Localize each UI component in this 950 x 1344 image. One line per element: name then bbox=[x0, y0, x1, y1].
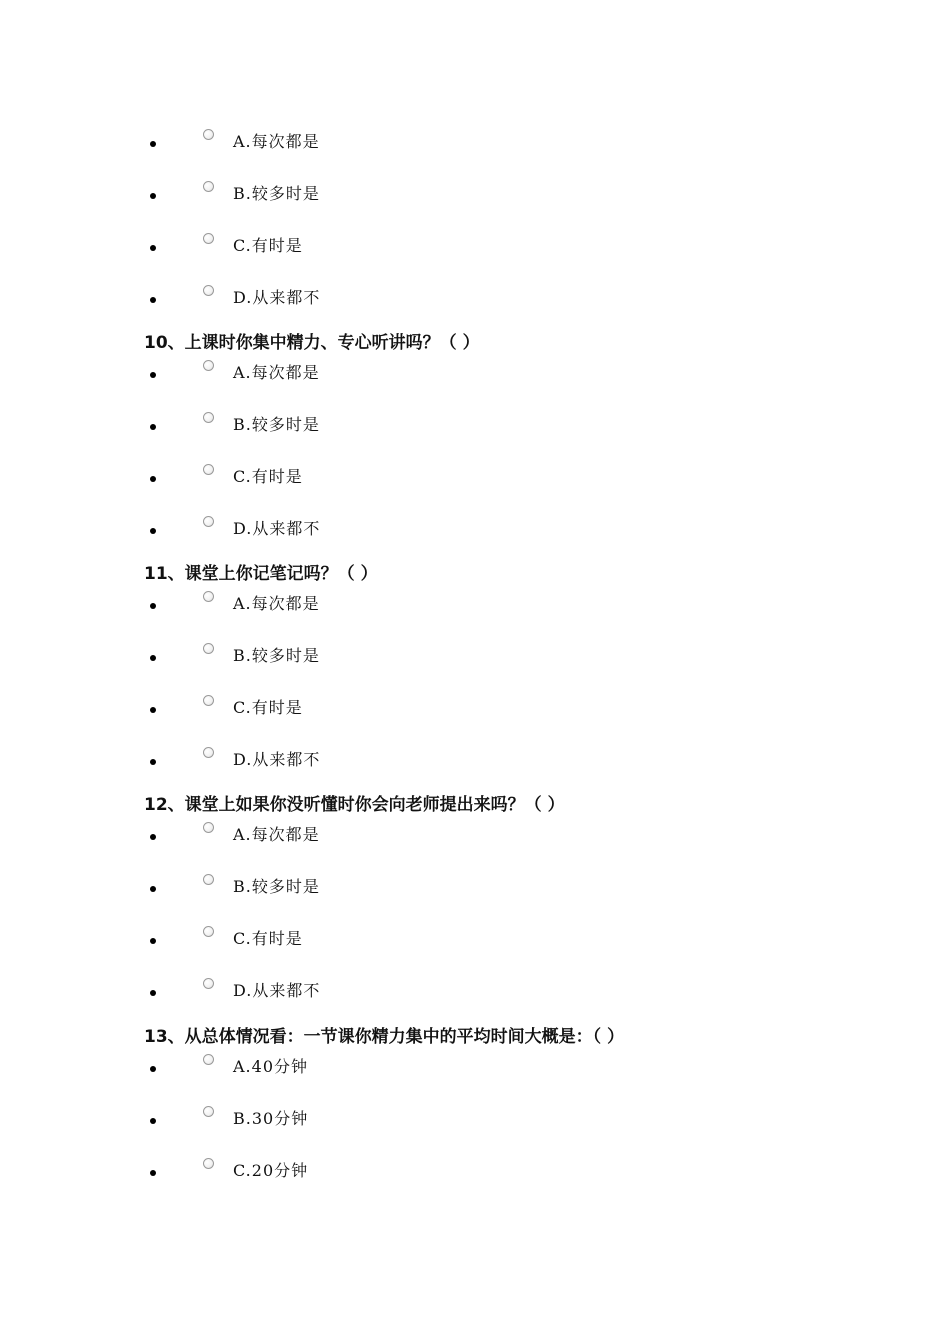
option-label[interactable]: A.每次都是 bbox=[233, 363, 320, 382]
bullet-icon bbox=[150, 193, 156, 199]
option-label[interactable]: D.从来都不 bbox=[233, 981, 321, 1000]
option-label[interactable]: B.较多时是 bbox=[233, 184, 320, 203]
radio-button[interactable] bbox=[203, 464, 214, 475]
radio-button[interactable] bbox=[203, 978, 214, 989]
bullet-icon bbox=[150, 141, 156, 147]
option-label[interactable]: C.20分钟 bbox=[233, 1161, 309, 1180]
option-label[interactable]: D.从来都不 bbox=[233, 288, 321, 307]
radio-button[interactable] bbox=[203, 926, 214, 937]
bullet-icon bbox=[150, 297, 156, 303]
bullet-icon bbox=[150, 655, 156, 661]
bullet-icon bbox=[150, 886, 156, 892]
option-label[interactable]: D.从来都不 bbox=[233, 750, 321, 769]
option-label[interactable]: D.从来都不 bbox=[233, 519, 321, 538]
bullet-icon bbox=[150, 707, 156, 713]
option-label[interactable]: C.有时是 bbox=[233, 236, 303, 255]
radio-button[interactable] bbox=[203, 516, 214, 527]
bullet-icon bbox=[150, 759, 156, 765]
bullet-icon bbox=[150, 372, 156, 378]
radio-button[interactable] bbox=[203, 591, 214, 602]
radio-button[interactable] bbox=[203, 1158, 214, 1169]
option-label[interactable]: B.较多时是 bbox=[233, 877, 320, 896]
option-label[interactable]: A.每次都是 bbox=[233, 594, 320, 613]
bullet-icon bbox=[150, 245, 156, 251]
option-label[interactable]: B.30分钟 bbox=[233, 1109, 309, 1128]
bullet-icon bbox=[150, 990, 156, 996]
option-label[interactable]: B.较多时是 bbox=[233, 646, 320, 665]
bullet-icon bbox=[150, 603, 156, 609]
bullet-icon bbox=[150, 476, 156, 482]
question-text: 10、上课时你集中精力、专心听讲吗？（ ） bbox=[144, 333, 480, 353]
radio-button[interactable] bbox=[203, 285, 214, 296]
radio-button[interactable] bbox=[203, 747, 214, 758]
radio-button[interactable] bbox=[203, 874, 214, 885]
option-label[interactable]: A.每次都是 bbox=[233, 825, 320, 844]
option-label[interactable]: A.每次都是 bbox=[233, 132, 320, 151]
radio-button[interactable] bbox=[203, 1106, 214, 1117]
radio-button[interactable] bbox=[203, 1054, 214, 1065]
radio-button[interactable] bbox=[203, 233, 214, 244]
question-text: 13、从总体情况看：一节课你精力集中的平均时间大概是：（ ） bbox=[144, 1027, 625, 1047]
bullet-icon bbox=[150, 1118, 156, 1124]
radio-button[interactable] bbox=[203, 360, 214, 371]
bullet-icon bbox=[150, 834, 156, 840]
radio-button[interactable] bbox=[203, 643, 214, 654]
bullet-icon bbox=[150, 1066, 156, 1072]
radio-button[interactable] bbox=[203, 695, 214, 706]
radio-button[interactable] bbox=[203, 181, 214, 192]
option-label[interactable]: B.较多时是 bbox=[233, 415, 320, 434]
radio-button[interactable] bbox=[203, 129, 214, 140]
bullet-icon bbox=[150, 938, 156, 944]
bullet-icon bbox=[150, 1170, 156, 1176]
radio-button[interactable] bbox=[203, 412, 214, 423]
radio-button[interactable] bbox=[203, 822, 214, 833]
question-text: 12、课堂上如果你没听懂时你会向老师提出来吗？（ ） bbox=[144, 795, 565, 815]
option-label[interactable]: C.有时是 bbox=[233, 698, 303, 717]
option-label[interactable]: C.有时是 bbox=[233, 929, 303, 948]
bullet-icon bbox=[150, 424, 156, 430]
option-label[interactable]: A.40分钟 bbox=[233, 1057, 309, 1076]
option-label[interactable]: C.有时是 bbox=[233, 467, 303, 486]
bullet-icon bbox=[150, 528, 156, 534]
question-text: 11、课堂上你记笔记吗？（ ） bbox=[144, 564, 378, 584]
